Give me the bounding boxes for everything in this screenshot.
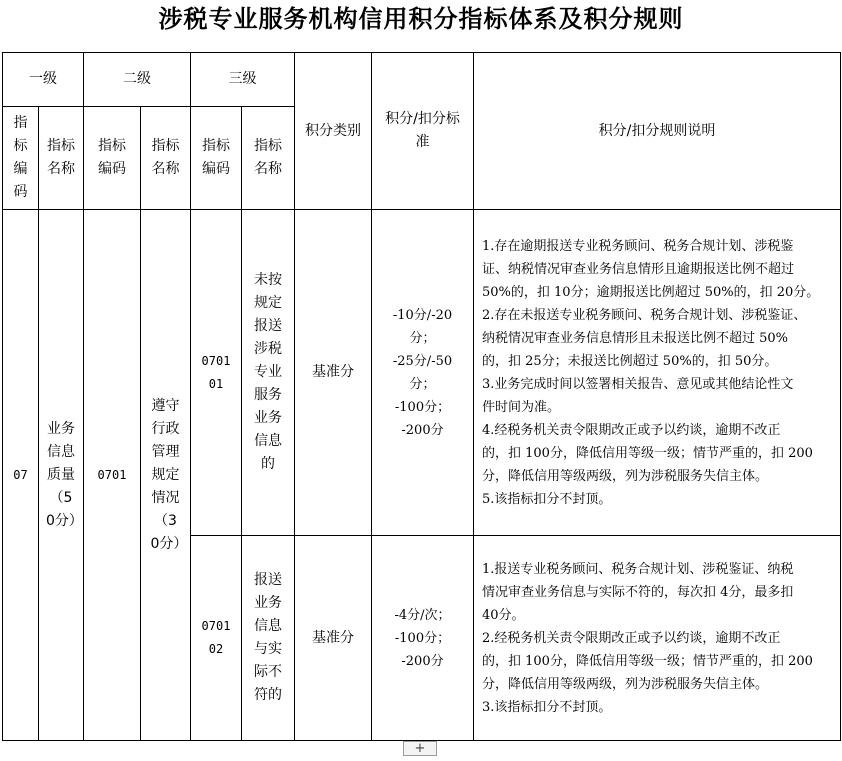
points-cell <box>372 210 474 536</box>
l3-code-cell: 0701 02 <box>191 536 242 741</box>
rule-line: 情况审查业务信息与实际不符的，每次扣 4分，最多扣 <box>482 584 794 600</box>
rule-line: 件时间为准。 <box>482 399 561 415</box>
rule-line: 40分。 <box>482 607 525 623</box>
category-cell: 基准分 <box>295 536 372 741</box>
rule-line: 3.业务完成时间以签署相关报告、意见或其他结论性文 <box>482 376 794 392</box>
header-level2: 二级 <box>84 53 191 107</box>
rule-line: 5.该指标扣分不封顶。 <box>482 491 612 507</box>
rule-line: 1.报送专业税务顾问、税务合规计划、涉税鉴证、纳税 <box>482 561 794 577</box>
points-line: -100分； <box>394 630 451 646</box>
rule-line: 2.存在未报送专业税务顾问、税务合规计划、涉税鉴证、 <box>482 307 807 323</box>
rule-line: 的，扣 25分；未报送比例超过 50%的，扣 50分。 <box>482 353 778 369</box>
header-l3-code: 指标编码 <box>191 107 242 210</box>
credit-score-table <box>2 52 841 741</box>
rules-cell <box>474 210 841 536</box>
rule-line: 3.该指标扣分不封顶。 <box>482 699 612 715</box>
header-l2-name: 指标名称 <box>141 107 191 210</box>
points-line: -100分； <box>394 399 451 415</box>
l2-code-cell: 0701 <box>84 210 141 741</box>
l3-name-cell: 报送业务信息与实际不符的 <box>242 536 295 741</box>
header-category: 积分类别 <box>295 53 372 210</box>
rule-line: 分，降低信用等级两级，列为涉税服务失信主体。 <box>482 676 769 692</box>
header-l2-code: 指标编码 <box>84 107 141 210</box>
points-line: -200分 <box>401 653 444 669</box>
points-line: -25分/-50 <box>392 353 453 369</box>
header-l1-name: 指标名称 <box>39 107 84 210</box>
points-line: -10分/-20 <box>392 307 453 323</box>
page-title: 涉税专业服务机构信用积分指标体系及积分规则 <box>158 5 684 33</box>
rule-line: 2.经税务机关责令限期改正或予以约谈，逾期不改正 <box>482 630 781 646</box>
header-level3: 三级 <box>191 53 295 107</box>
rule-line: 的，扣 100分，降低信用等级一级；情节严重的，扣 200 <box>482 445 813 461</box>
rule-line: 4.经税务机关责令限期改正或予以约谈，逾期不改正 <box>482 422 781 438</box>
add-row-button[interactable]: + <box>403 741 437 756</box>
rule-line: 纳税情况审查业务信息情形且未报送比例不超过 50% <box>482 330 789 346</box>
l2-name-cell: 遵守行政管理规定情况（30分） <box>141 210 191 741</box>
l3-code-cell: 0701 01 <box>191 210 242 536</box>
rule-line: 证、纳税情况审查业务信息情形且逾期报送比例不超过 <box>482 261 795 277</box>
rule-line: 的，扣 100分，降低信用等级一级；情节严重的，扣 200 <box>482 653 813 669</box>
rule-line: 50%的，扣 10分；逾期报送比例超过 50%的，扣 20分。 <box>482 284 820 300</box>
points-line: 分； <box>409 330 436 346</box>
header-explanation: 积分/扣分规则说明 <box>474 53 841 210</box>
points-line: -200分 <box>401 422 444 438</box>
rule-line: 分，降低信用等级两级，列为涉税服务失信主体。 <box>482 468 769 484</box>
l1-name-cell: 业务信息质量（50分） <box>39 210 84 741</box>
points-cell <box>372 536 474 741</box>
header-standard: 积分/扣分标准 <box>372 53 474 210</box>
rules-cell <box>474 536 841 741</box>
points-line: 分； <box>409 376 436 392</box>
header-l3-name: 指标名称 <box>242 107 295 210</box>
header-l1-code: 指标编码 <box>3 107 39 210</box>
points-line: -4分/次； <box>394 607 451 623</box>
rule-line: 1.存在逾期报送专业税务顾问、税务合规计划、涉税鉴 <box>482 238 794 254</box>
category-cell: 基准分 <box>295 210 372 536</box>
l3-name-cell: 未按规定报送涉税专业服务业务信息的 <box>242 210 295 536</box>
header-level1: 一级 <box>3 53 84 107</box>
l1-code-cell: 07 <box>3 210 39 741</box>
